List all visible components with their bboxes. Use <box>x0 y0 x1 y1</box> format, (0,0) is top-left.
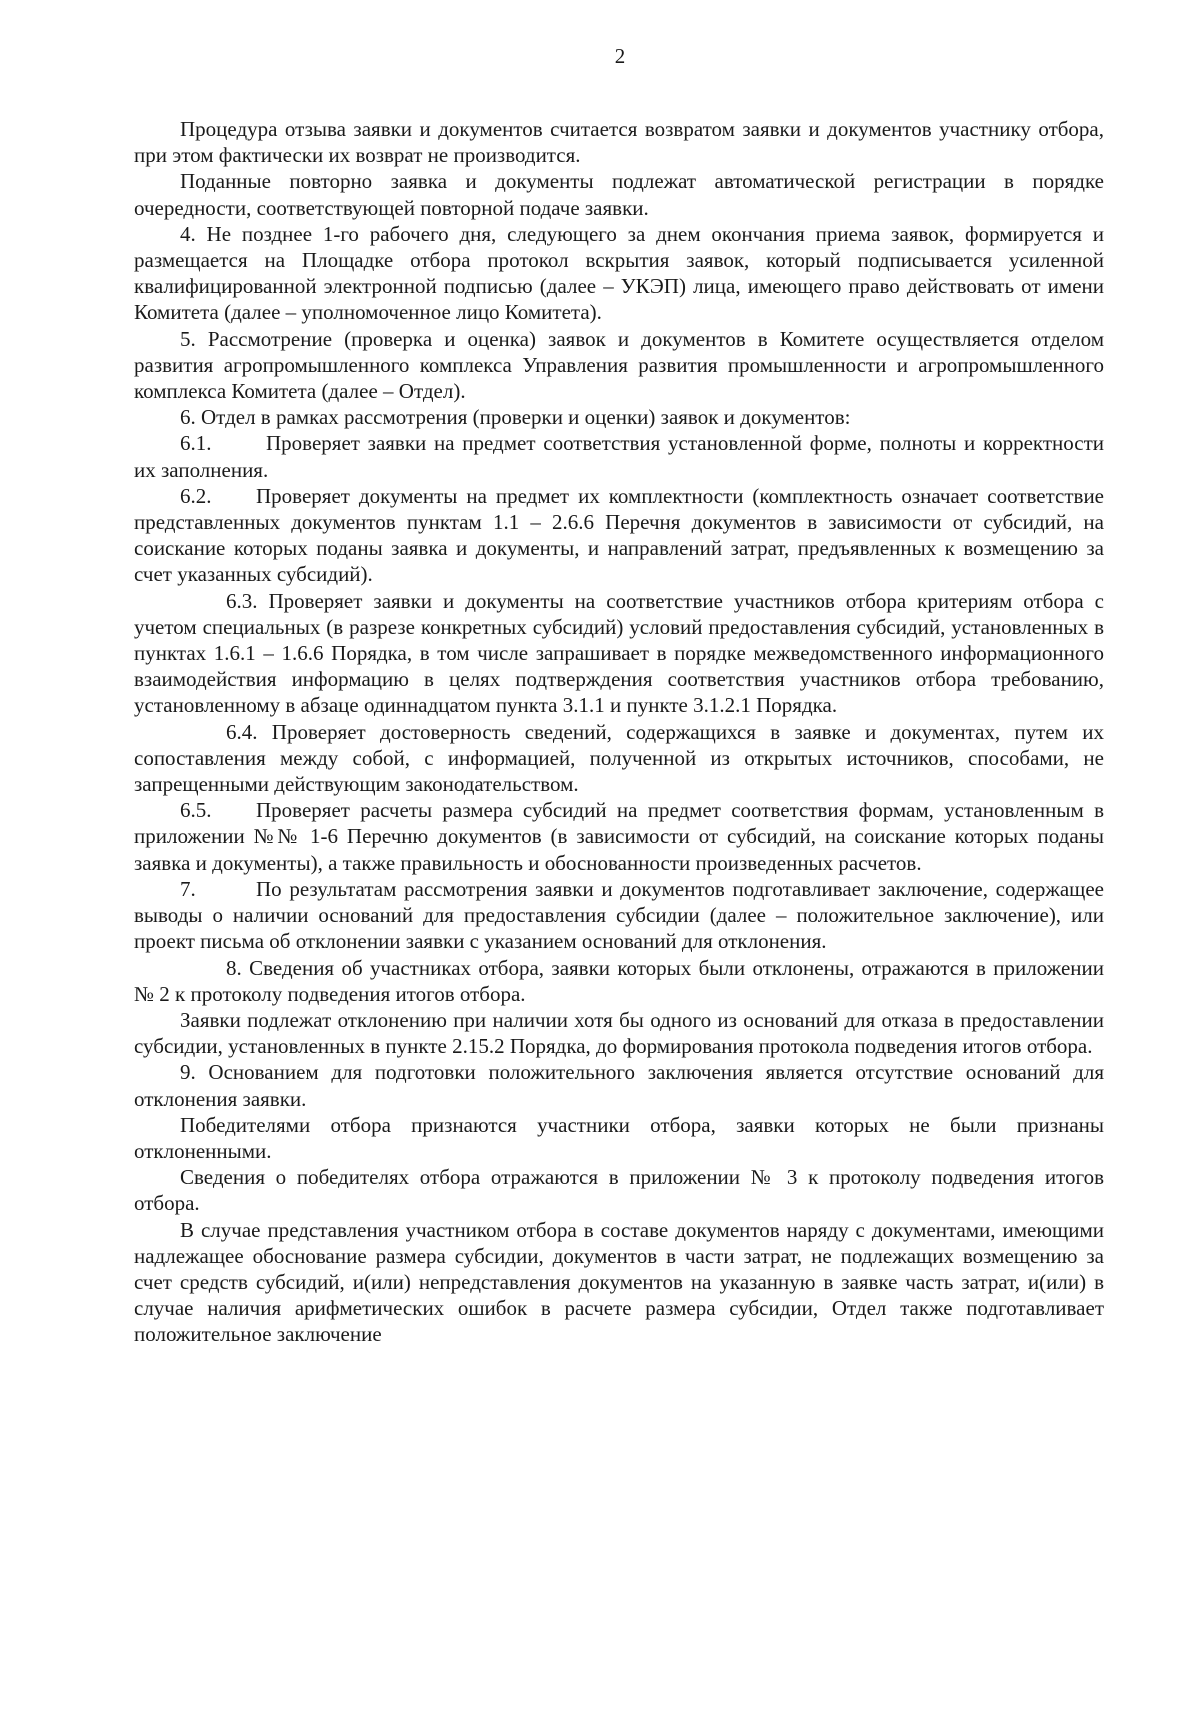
paragraph-rejection-grounds: Заявки подлежат отклонению при наличии хотя бы одного из оснований для отказа в предоставлении субсидии, установленных в пункте 2.15.2 Порядка, до формирования протокола подведения итогов отбора. <box>134 1007 1104 1059</box>
item-8 <box>134 955 1104 1007</box>
paragraph-resubmission: Поданные повторно заявка и документы подлежат автоматической регистрации в порядке очередности, соответствующей повторной подаче заявки. <box>134 169 1104 220</box>
page-number: 2 <box>614 44 626 68</box>
item-text: Проверяет заявки и документы на соответствие участников отбора критериям отбора с учетом специальных (в разрезе конкретных субсидий) условий предоставления субсидий, установленных в пунктах 1.6.1 – 1.6.6 Порядка, в том числе запрашивает в порядке межведомственного информационного взаимодействия информацию в целях подтверждения соответствия участников отбора требованию, установленному в абзаце одиннадцатом пункта 3.1.1 и пункте 3.1.2.1 Порядка. <box>134 588 1104 718</box>
item-number: 6.5. <box>180 798 212 823</box>
paragraph-6: 6. Отдел в рамках рассмотрения (проверки и оценки) заявок и документов: <box>180 405 851 430</box>
item-text: Проверяет заявки на предмет соответствия установленной форме, полноты и корректности их заполнения. <box>134 431 1104 482</box>
item-text: Проверяет документы на предмет их комплектности (комплектность означает соответствие представленных документов пунктам 1.1 – 2.6.6 Перечня документов в зависимости от субсидий, на соискание которых поданы заявка и документы, и направлений затрат, предъявленных к возмещению за счет указанных субсидий). <box>134 483 1104 587</box>
item-number: 6.2. <box>180 483 212 508</box>
item-number: 6.3. <box>226 588 258 613</box>
item-number: 8. <box>226 955 242 980</box>
paragraph-5: 5. Рассмотрение (проверка и оценка) заявок и документов в Комитете осуществляется отделом развития агропромышленного комплекса Управления развития промышленности и агропромышленного комплекса Комитета (далее – Отдел). <box>134 326 1104 404</box>
item-6-3 <box>134 588 1104 719</box>
paragraph-winners: Победителями отбора признаются участники отбора, заявки которых не были признаны отклоненными. <box>134 1112 1104 1163</box>
paragraph-winners-info: Сведения о победителях отбора отражаются в приложении № 3 к протоколу подведения итогов отбора. <box>134 1165 1104 1216</box>
item-number: 7. <box>180 876 196 901</box>
paragraph-partial-documents: В случае представления участником отбора в составе документов наряду с документами, имеющими надлежащее обоснование размера субсидии, документов в части затрат, не подлежащих возмещению за счет средств субсидий, и(или) непредставления документов на указанную в заявке часть затрат, и(или) в случае наличия арифметических ошибок в расчете размера субсидии, Отдел также подготавливает положительное заключение <box>134 1217 1104 1347</box>
item-text: Сведения об участниках отбора, заявки которых были отклонены, отражаются в приложении № 2 к протоколу подведения итогов отбора. <box>134 955 1105 1006</box>
item-6-4 <box>134 719 1104 798</box>
paragraph-9: 9. Основанием для подготовки положительного заключения является отсутствие оснований для отклонения заявки. <box>134 1060 1104 1111</box>
item-7 <box>134 876 1104 955</box>
paragraph-withdrawal: Процедура отзыва заявки и документов считается возвратом заявки и документов участнику отбора, при этом фактически их возврат не производится. <box>134 117 1104 168</box>
item-number: 6.1. <box>180 431 212 456</box>
item-6-2 <box>134 483 1104 588</box>
paragraph-4: 4. Не позднее 1-го рабочего дня, следующего за днем окончания приема заявок, формируется и размещается на Площадке отбора протокол вскрытия заявок, который подписывается усиленной квалифицированной электронной подписью (далее – УКЭП) лица, имеющего право действовать от имени Комитета (далее – уполномоченное лицо Комитета). <box>134 221 1104 325</box>
item-number: 6.4. <box>226 719 258 744</box>
item-text: Проверяет достоверность сведений, содержащихся в заявке и документах, путем их сопоставления между собой, с информацией, полученной из открытых источников, способами, не запрещенными действующим законодательством. <box>134 719 1104 797</box>
item-6-5 <box>134 797 1104 876</box>
item-6-1 <box>134 430 1104 482</box>
item-text: По результатам рассмотрения заявки и документов подготавливает заключение, содержащее выводы о наличии оснований для предоставления субсидии (далее – положительное заключение), или проект письма об отклонении заявки с указанием оснований для отклонения. <box>134 876 1104 954</box>
document-body <box>134 116 1104 1348</box>
item-text: Проверяет расчеты размера субсидий на предмет соответствия формам, установленным в приложении №№ 1-6 Перечню документов (в зависимости от субсидий, на соискание которых поданы заявка и документы), а также правильность и обоснованности произведенных расчетов. <box>134 798 1104 875</box>
